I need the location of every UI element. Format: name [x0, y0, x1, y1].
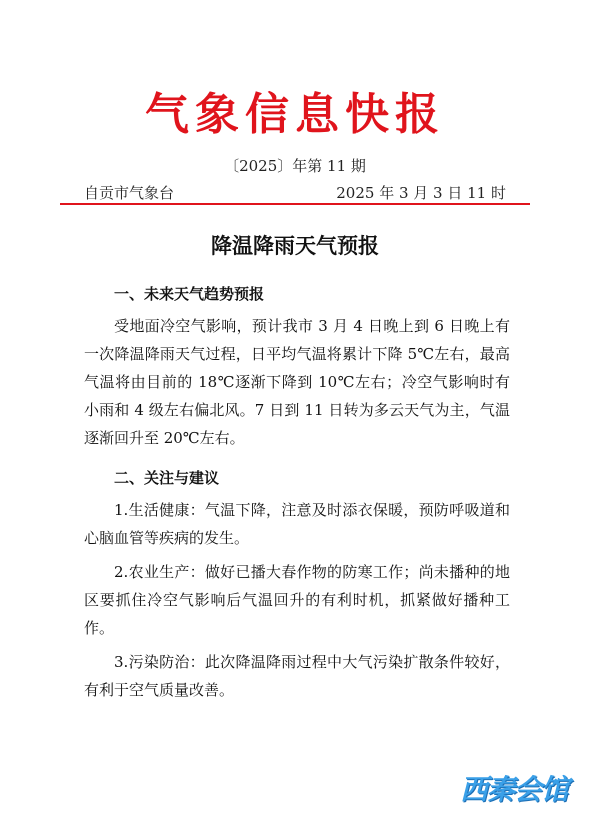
issuer: 自贡市气象台 — [84, 184, 175, 202]
section-heading: 二、关注与建议 — [114, 469, 220, 487]
paragraph: 3.污染防治：此次降温降雨过程中大气污染扩散条件较好，有利于空气质量改善。 — [84, 653, 510, 699]
paragraph: 1.生活健康：气温下降，注意及时添衣保暖，预防呼吸道和心脑血管等疾病的发生。 — [84, 501, 510, 547]
paragraph: 2.农业生产：做好已播大春作物的防寒工作；尚未播种的地区要抓住冷空气影响后气温回升的有利时机，抓紧做好播种工作。 — [84, 563, 510, 637]
paragraph: 受地面冷空气影响，预计我市 3 月 4 日晚上到 6 日晚上有一次降温降雨天气过程，日平均气温将累计下降 5℃左右，最高气温将由目前的 18℃逐渐下降到 10℃左右；冷空气影响时有小雨和 4 级左右偏北风。7 日到 11 日转为多云天气为主，气温逐渐回升至 20℃左右。 — [84, 317, 510, 447]
red-divider — [60, 203, 530, 205]
section-heading: 一、未来天气趋势预报 — [114, 285, 265, 303]
watermark-logo — [460, 768, 568, 808]
document-body — [84, 280, 510, 710]
issue-date: 2025 年 3 月 3 日 11 时 — [336, 184, 506, 202]
masthead-title: 气象信息快报 — [145, 89, 445, 140]
watermark-text: 西秦会馆 — [459, 773, 568, 806]
issue-number: 〔2025〕年第 11 期 — [224, 157, 366, 175]
document-title: 降温降雨天气预报 — [211, 234, 379, 258]
